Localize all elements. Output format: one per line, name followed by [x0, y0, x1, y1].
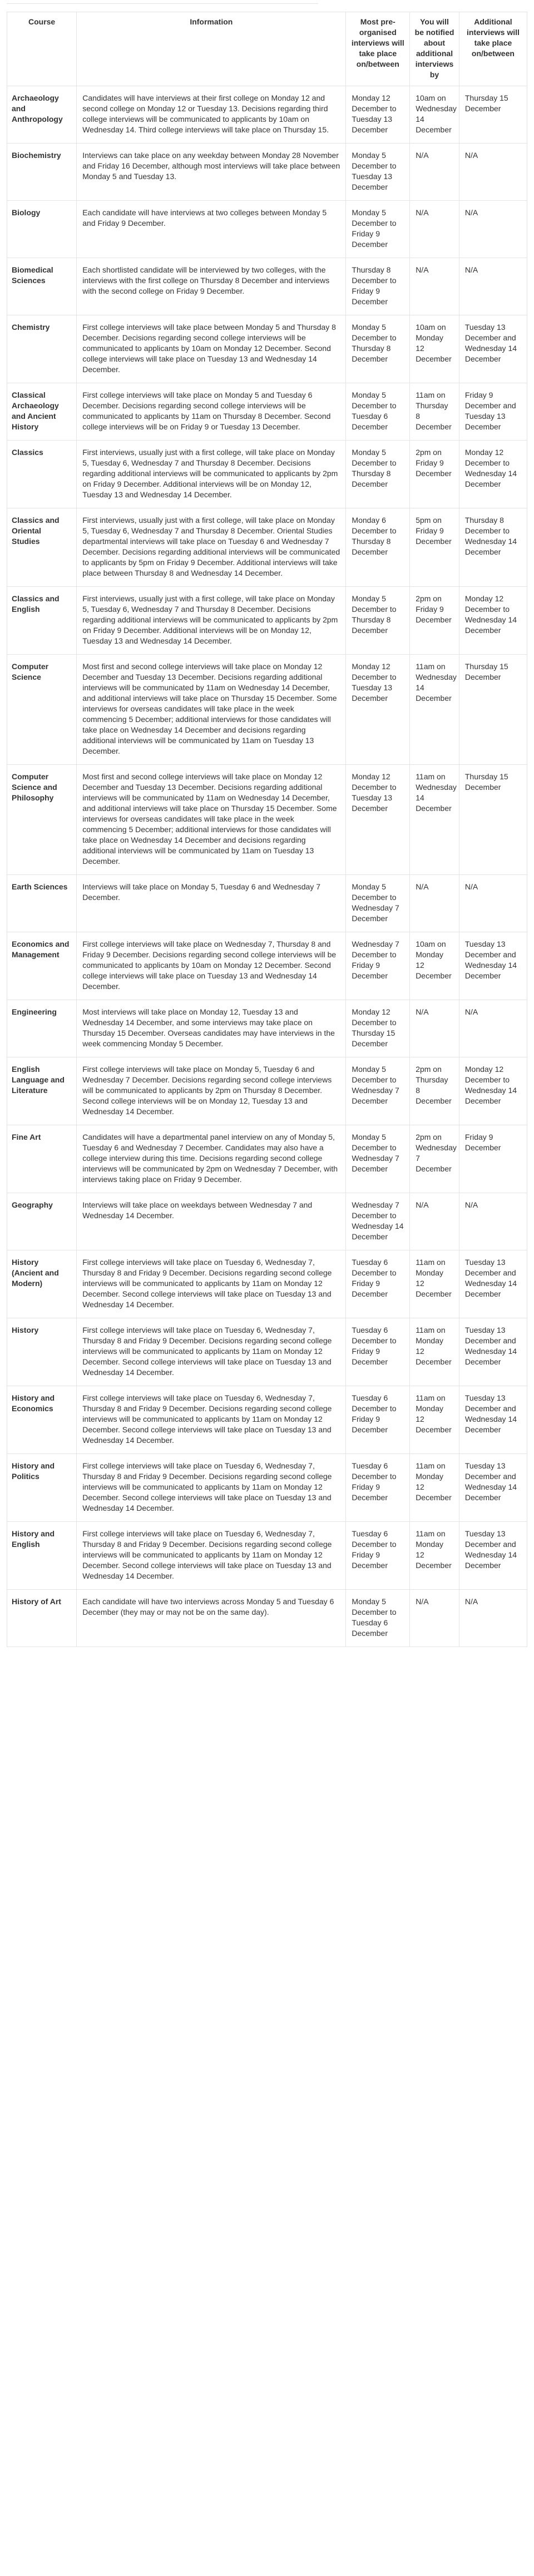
- information-cell: Interviews will take place on Monday 5, Tuesday 6 and Wednesday 7 December.: [77, 875, 346, 932]
- course-cell: Classics: [7, 441, 77, 508]
- pre-organised-cell: Monday 5 December to Tuesday 13 December: [346, 144, 410, 201]
- information-cell: First college interviews will take place on Wednesday 7, Thursday 8 and Friday 9 December. Decisions regarding second college interviews will be communicated to applicants by 10am on Monday 12 December. Second college interviews will take place on Tuesday 13 and Wednesday 14 December.: [77, 932, 346, 1000]
- information-cell: First college interviews will take place on Monday 5, Tuesday 6 and Wednesday 7 December. Decisions regarding second college interviews will be communicated to applicants by 2pm on Thursday 8 December. Second college interviews will be on Monday 12, Tuesday 13 and Wednesday 14 December.: [77, 1057, 346, 1125]
- table-row: [7, 1590, 527, 1647]
- notified-cell: 5pm on Friday 9 December: [410, 508, 459, 587]
- pre-organised-cell: Monday 5 December to Wednesday 7 December: [346, 1057, 410, 1125]
- course-cell: Computer Science and Philosophy: [7, 765, 77, 875]
- additional-cell: N/A: [459, 258, 527, 315]
- pre-organised-cell: Monday 5 December to Tuesday 6 December: [346, 383, 410, 441]
- table-row: [7, 875, 527, 932]
- additional-cell: Friday 9 December and Tuesday 13 December: [459, 383, 527, 441]
- notified-cell: 11am on Monday 12 December: [410, 1454, 459, 1522]
- table-row: [7, 765, 527, 875]
- table-row: [7, 655, 527, 765]
- additional-cell: Tuesday 13 December and Wednesday 14 December: [459, 1454, 527, 1522]
- header-information: Information: [77, 12, 346, 86]
- pre-organised-cell: Monday 5 December to Wednesday 7 December: [346, 1125, 410, 1193]
- course-cell: Economics and Management: [7, 932, 77, 1000]
- course-cell: Biology: [7, 201, 77, 258]
- information-cell: First interviews, usually just with a first college, will take place on Monday 5, Tuesday 6, Wednesday 7 and Thursday 8 December. Decisions regarding additional interviews will be communicated to applicants by 2pm on Friday 9 December. Additional interviews will be on Monday 12, Tuesday 13 and Wednesday 14 December.: [77, 587, 346, 655]
- additional-cell: N/A: [459, 875, 527, 932]
- table-row: [7, 1057, 527, 1125]
- course-cell: History and Politics: [7, 1454, 77, 1522]
- table-body: [7, 86, 527, 1647]
- information-cell: First college interviews will take place between Monday 5 and Thursday 8 December. Decisions regarding second college interviews will be communicated to applicants by 10am on Monday 12 December. Second college interviews will take place on Tuesday 13 and Wednesday 14 December.: [77, 315, 346, 383]
- information-cell: First college interviews will take place on Tuesday 6, Wednesday 7, Thursday 8 and Friday 9 December. Decisions regarding second college interviews will be communicated to applicants by 11am on Monday 12 December. Second college interviews will take place on Tuesday 13 and Wednesday 14 December.: [77, 1250, 346, 1318]
- notified-cell: N/A: [410, 875, 459, 932]
- information-cell: Most first and second college interviews will take place on Monday 12 December and Tuesday 13 December. Decisions regarding additional interviews will be communicated by 11am on Wednesday 14 December, and additional interviews will take place on Thursday 15 December. Some interviews for overseas candidates will take place in the week commencing 5 December; additional interviews for those candidates will take place on Wednesday 14 December and decisions regarding additional interviews will be communicated by 11am on Tuesday 13 December.: [77, 765, 346, 875]
- additional-cell: Tuesday 13 December and Wednesday 14 December: [459, 1386, 527, 1454]
- additional-cell: N/A: [459, 144, 527, 201]
- information-cell: Each shortlisted candidate will be interviewed by two colleges, with the interviews with the first college on Thursday 8 December and interviews with the second college on Friday 9 December.: [77, 258, 346, 315]
- additional-cell: N/A: [459, 1590, 527, 1647]
- course-cell: Classical Archaeology and Ancient History: [7, 383, 77, 441]
- notified-cell: 11am on Monday 12 December: [410, 1522, 459, 1590]
- notified-cell: N/A: [410, 1590, 459, 1647]
- information-cell: Candidates will have a departmental panel interview on any of Monday 5, Tuesday 6 and Wednesday 7 December. Candidates may also have a college interview during this time. Decisions regarding second college interviews will be communicated by 2pm on Wednesday 7 December, with interviews taking place on Friday 9 December.: [77, 1125, 346, 1193]
- information-cell: Most first and second college interviews will take place on Monday 12 December and Tuesday 13 December. Decisions regarding additional interviews will be communicated by 11am on Wednesday 14 December, and additional interviews will take place on Thursday 15 December. Some interviews for overseas candidates will take place in the week commencing 5 December; additional interviews for those candidates will take place on Wednesday 14 December and decisions regarding additional interviews will be communicated by 11am on Tuesday 13 December.: [77, 655, 346, 765]
- table-row: [7, 1386, 527, 1454]
- additional-cell: Monday 12 December to Wednesday 14 December: [459, 441, 527, 508]
- additional-cell: Thursday 8 December to Wednesday 14 December: [459, 508, 527, 587]
- notified-cell: 2pm on Thursday 8 December: [410, 1057, 459, 1125]
- notified-cell: N/A: [410, 201, 459, 258]
- pre-organised-cell: Tuesday 6 December to Friday 9 December: [346, 1522, 410, 1590]
- header-notified: You will be notified about additional interviews by: [410, 12, 459, 86]
- pre-organised-cell: Monday 12 December to Tuesday 13 December: [346, 86, 410, 144]
- notified-cell: N/A: [410, 144, 459, 201]
- notified-cell: N/A: [410, 1000, 459, 1057]
- pre-organised-cell: Monday 5 December to Thursday 8 December: [346, 587, 410, 655]
- additional-cell: Tuesday 13 December and Wednesday 14 December: [459, 1318, 527, 1386]
- notified-cell: 11am on Monday 12 December: [410, 1250, 459, 1318]
- pre-organised-cell: Monday 5 December to Thursday 8 December: [346, 315, 410, 383]
- table-row: [7, 1250, 527, 1318]
- table-row: [7, 932, 527, 1000]
- table-row: [7, 86, 527, 144]
- additional-cell: Tuesday 13 December and Wednesday 14 December: [459, 315, 527, 383]
- table-row: [7, 201, 527, 258]
- notified-cell: 11am on Monday 12 December: [410, 1386, 459, 1454]
- table-row: [7, 144, 527, 201]
- notified-cell: 10am on Monday 12 December: [410, 932, 459, 1000]
- pre-organised-cell: Monday 5 December to Friday 9 December: [346, 201, 410, 258]
- table-row: [7, 1318, 527, 1386]
- pre-organised-cell: Tuesday 6 December to Friday 9 December: [346, 1386, 410, 1454]
- additional-cell: Tuesday 13 December and Wednesday 14 December: [459, 932, 527, 1000]
- pre-organised-cell: Monday 5 December to Tuesday 6 December: [346, 1590, 410, 1647]
- notified-cell: 11am on Wednesday 14 December: [410, 765, 459, 875]
- top-divider: [7, 3, 318, 4]
- additional-cell: Thursday 15 December: [459, 86, 527, 144]
- table-row: [7, 587, 527, 655]
- table-row: [7, 1125, 527, 1193]
- course-cell: Classics and Oriental Studies: [7, 508, 77, 587]
- course-cell: Biomedical Sciences: [7, 258, 77, 315]
- information-cell: First college interviews will take place on Tuesday 6, Wednesday 7, Thursday 8 and Friday 9 December. Decisions regarding second college interviews will be communicated to applicants by 11am on Monday 12 December. Second college interviews will take place on Tuesday 13 and Wednesday 14 December.: [77, 1522, 346, 1590]
- header-additional: Additional interviews will take place on/between: [459, 12, 527, 86]
- notified-cell: 10am on Monday 12 December: [410, 315, 459, 383]
- table-row: [7, 1522, 527, 1590]
- additional-cell: Thursday 15 December: [459, 655, 527, 765]
- information-cell: Each candidate will have two interviews across Monday 5 and Tuesday 6 December (they may or may not be on the same day).: [77, 1590, 346, 1647]
- additional-cell: Tuesday 13 December and Wednesday 14 December: [459, 1250, 527, 1318]
- information-cell: Each candidate will have interviews at two colleges between Monday 5 and Friday 9 December.: [77, 201, 346, 258]
- information-cell: First college interviews will take place on Tuesday 6, Wednesday 7, Thursday 8 and Friday 9 December. Decisions regarding second college interviews will be communicated to applicants by 11am on Monday 12 December. Second college interviews will take place on Tuesday 13 and Wednesday 14 December.: [77, 1454, 346, 1522]
- additional-cell: Tuesday 13 December and Wednesday 14 December: [459, 1522, 527, 1590]
- interview-schedule-table: [7, 12, 527, 1647]
- table-row: [7, 441, 527, 508]
- pre-organised-cell: Wednesday 7 December to Friday 9 December: [346, 932, 410, 1000]
- course-cell: Chemistry: [7, 315, 77, 383]
- additional-cell: Thursday 15 December: [459, 765, 527, 875]
- course-cell: History: [7, 1318, 77, 1386]
- additional-cell: N/A: [459, 201, 527, 258]
- notified-cell: 11am on Thursday 8 December: [410, 383, 459, 441]
- header-pre-organised: Most pre-organised interviews will take place on/between: [346, 12, 410, 86]
- pre-organised-cell: Monday 5 December to Wednesday 7 December: [346, 875, 410, 932]
- table-row: [7, 315, 527, 383]
- additional-cell: Friday 9 December: [459, 1125, 527, 1193]
- course-cell: Geography: [7, 1193, 77, 1250]
- notified-cell: N/A: [410, 258, 459, 315]
- course-cell: Engineering: [7, 1000, 77, 1057]
- table-row: [7, 1454, 527, 1522]
- information-cell: Candidates will have interviews at their first college on Monday 12 and second college on Monday 12 or Tuesday 13. Decisions regarding third college interviews will be communicated to applicants by 10am on Wednesday 14. Third college interviews will take place on Thursday 15.: [77, 86, 346, 144]
- table-row: [7, 1000, 527, 1057]
- information-cell: Most interviews will take place on Monday 12, Tuesday 13 and Wednesday 14 December, and some interviews may take place on Thursday 15 December. Overseas candidates may have interviews in the week commencing Monday 5 December.: [77, 1000, 346, 1057]
- information-cell: First college interviews will take place on Tuesday 6, Wednesday 7, Thursday 8 and Friday 9 December. Decisions regarding second college interviews will be communicated to applicants by 11am on Monday 12 December. Second college interviews will take place on Tuesday 13 and Wednesday 14 December.: [77, 1318, 346, 1386]
- course-cell: Computer Science: [7, 655, 77, 765]
- course-cell: Biochemistry: [7, 144, 77, 201]
- course-cell: History and Economics: [7, 1386, 77, 1454]
- course-cell: English Language and Literature: [7, 1057, 77, 1125]
- course-cell: Classics and English: [7, 587, 77, 655]
- information-cell: First college interviews will take place on Monday 5 and Tuesday 6 December. Decisions regarding second college interviews will be communicated to applicants by 11am on Thursday 8 December. Second college interviews will be on Friday 9 or Tuesday 13 December.: [77, 383, 346, 441]
- pre-organised-cell: Monday 12 December to Tuesday 13 December: [346, 655, 410, 765]
- header-course: Course: [7, 12, 77, 86]
- additional-cell: N/A: [459, 1000, 527, 1057]
- course-cell: History (Ancient and Modern): [7, 1250, 77, 1318]
- pre-organised-cell: Monday 12 December to Tuesday 13 December: [346, 765, 410, 875]
- notified-cell: 11am on Monday 12 December: [410, 1318, 459, 1386]
- course-cell: History and English: [7, 1522, 77, 1590]
- course-cell: History of Art: [7, 1590, 77, 1647]
- notified-cell: 2pm on Friday 9 December: [410, 587, 459, 655]
- table-row: [7, 508, 527, 587]
- course-cell: Archaeology and Anthropology: [7, 86, 77, 144]
- pre-organised-cell: Wednesday 7 December to Wednesday 14 December: [346, 1193, 410, 1250]
- table-header-row: [7, 12, 527, 86]
- table-row: [7, 1193, 527, 1250]
- pre-organised-cell: Monday 5 December to Thursday 8 December: [346, 441, 410, 508]
- notified-cell: N/A: [410, 1193, 459, 1250]
- information-cell: First interviews, usually just with a first college, will take place on Monday 5, Tuesday 6, Wednesday 7 and Thursday 8 December. Oriental Studies departmental interviews will take place on Tuesday 6 and Wednesday 7 December. Decisions regarding additional interviews will be communicated to applicants by 5pm on Friday 9 December. Additional interviews will take place between Thursday 8 and Wednesday 14 December.: [77, 508, 346, 587]
- notified-cell: 10am on Wednesday 14 December: [410, 86, 459, 144]
- table-row: [7, 383, 527, 441]
- notified-cell: 11am on Wednesday 14 December: [410, 655, 459, 765]
- pre-organised-cell: Thursday 8 December to Friday 9 December: [346, 258, 410, 315]
- information-cell: Interviews will take place on weekdays between Wednesday 7 and Wednesday 14 December.: [77, 1193, 346, 1250]
- pre-organised-cell: Tuesday 6 December to Friday 9 December: [346, 1454, 410, 1522]
- pre-organised-cell: Tuesday 6 December to Friday 9 December: [346, 1318, 410, 1386]
- course-cell: Fine Art: [7, 1125, 77, 1193]
- course-cell: Earth Sciences: [7, 875, 77, 932]
- pre-organised-cell: Tuesday 6 December to Friday 9 December: [346, 1250, 410, 1318]
- table-row: [7, 258, 527, 315]
- information-cell: Interviews can take place on any weekday between Monday 28 November and Friday 16 December, although most interviews will take place between Monday 5 and Tuesday 13.: [77, 144, 346, 201]
- information-cell: First interviews, usually just with a first college, will take place on Monday 5, Tuesday 6, Wednesday 7 and Thursday 8 December. Decisions regarding additional interviews will be communicated to applicants by 2pm on Friday 9 December. Additional interviews will be on Monday 12, Tuesday 13 and Wednesday 14 December.: [77, 441, 346, 508]
- additional-cell: Monday 12 December to Wednesday 14 December: [459, 1057, 527, 1125]
- pre-organised-cell: Monday 6 December to Thursday 8 December: [346, 508, 410, 587]
- additional-cell: N/A: [459, 1193, 527, 1250]
- notified-cell: 2pm on Friday 9 December: [410, 441, 459, 508]
- additional-cell: Monday 12 December to Wednesday 14 December: [459, 587, 527, 655]
- notified-cell: 2pm on Wednesday 7 December: [410, 1125, 459, 1193]
- pre-organised-cell: Monday 12 December to Thursday 15 December: [346, 1000, 410, 1057]
- information-cell: First college interviews will take place on Tuesday 6, Wednesday 7, Thursday 8 and Friday 9 December. Decisions regarding second college interviews will be communicated to applicants by 11am on Monday 12 December. Second college interviews will take place on Tuesday 13 and Wednesday 14 December.: [77, 1386, 346, 1454]
